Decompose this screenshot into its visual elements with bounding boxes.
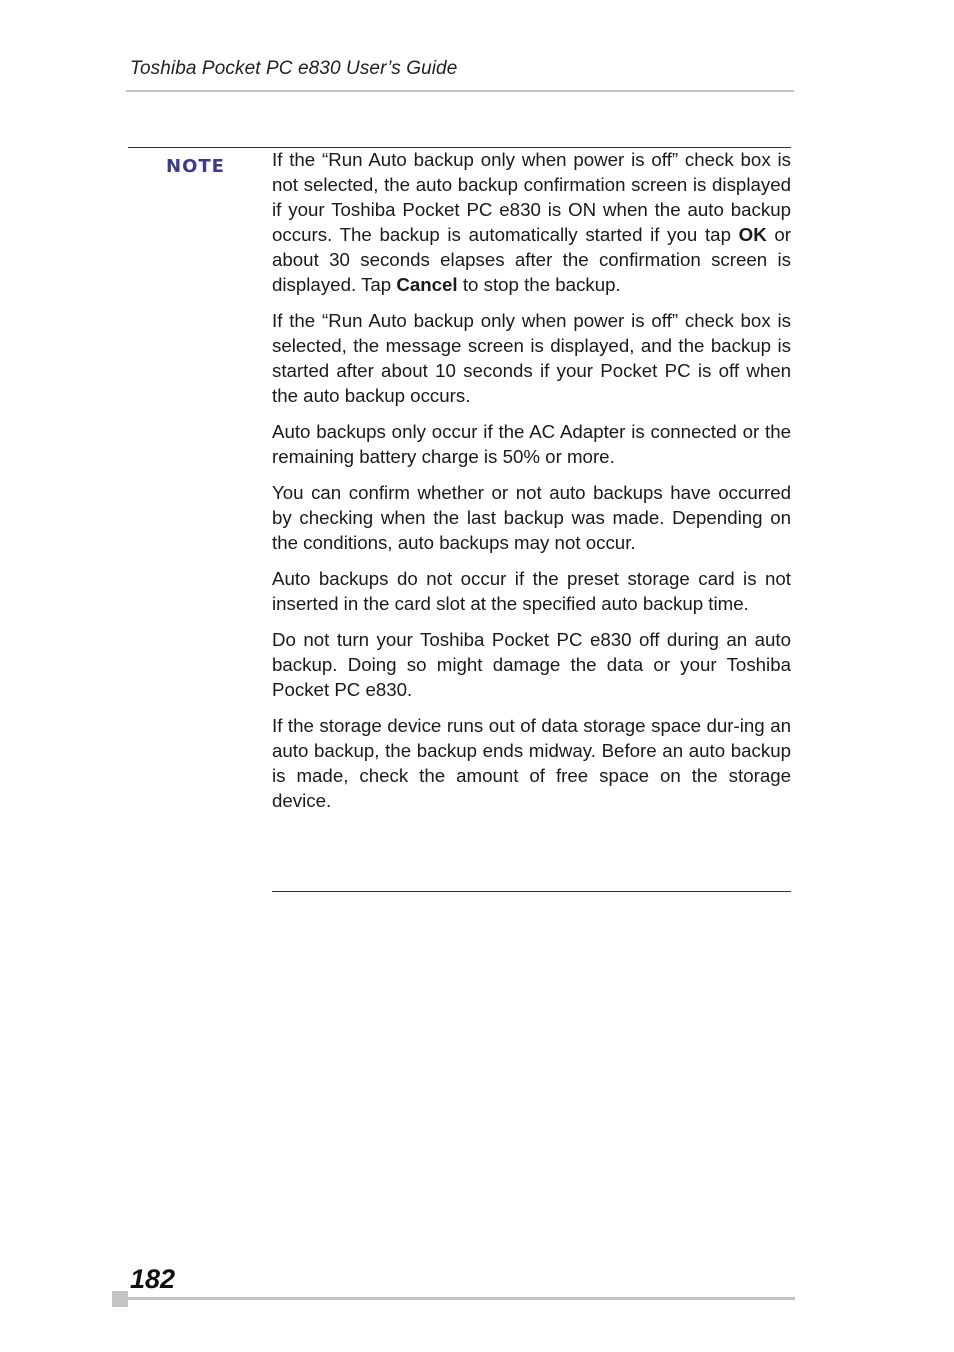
ok-keyword: OK — [738, 224, 767, 245]
note-paragraph-3: Auto backups only occur if the AC Adapter is connected or the remaining battery charge is 50% or more. — [272, 421, 791, 467]
note-paragraph-7: If the storage device runs out of data storage space dur-ing an auto backup, the backup ends midway. Before an auto backup is made, check the amount of free space on the storage device. — [272, 715, 791, 811]
page-number: 182 — [130, 1264, 176, 1294]
note-paragraph-1-text-a: If the “Run Auto backup only when power is off” check box is not selected, the auto backup confirmation screen is displayed if your Toshiba Pocket PC e830 is ON when the auto backup occurs. The backup is automatically started if you tap — [272, 149, 791, 245]
note-paragraph-1 — [272, 147, 791, 297]
footer-marker — [112, 1291, 128, 1307]
running-header-title: Toshiba Pocket PC e830 User’s Guide — [130, 58, 458, 79]
note-paragraph-2: If the “Run Auto backup only when power is off” check box is selected, the message screen is displayed, and the backup is started after about 10 seconds if your Pocket PC is off when the auto backup occurs. — [272, 310, 791, 406]
note-label: NOTE — [166, 156, 225, 177]
footer-rule — [128, 1297, 795, 1300]
note-paragraph-4: You can confirm whether or not auto backups have occurred by checking when the last backup was made. Depending on the conditions, auto backups may not occur. — [272, 482, 791, 553]
note-body — [272, 147, 791, 824]
note-paragraph-6: Do not turn your Toshiba Pocket PC e830 off during an auto backup. Doing so might damage the data or your Toshiba Pocket PC e830. — [272, 629, 791, 700]
cancel-keyword: Cancel — [396, 274, 458, 295]
note-bottom-rule — [272, 891, 791, 892]
header-rule — [126, 90, 794, 92]
note-paragraph-5: Auto backups do not occur if the preset storage card is not inserted in the card slot at the specified auto backup time. — [272, 568, 791, 614]
note-paragraph-1-text-c: to stop the backup. — [457, 274, 621, 295]
note-paragraph-1-text-b: or about 30 seconds elapses after the confirmation screen is displayed. Tap — [272, 224, 791, 295]
